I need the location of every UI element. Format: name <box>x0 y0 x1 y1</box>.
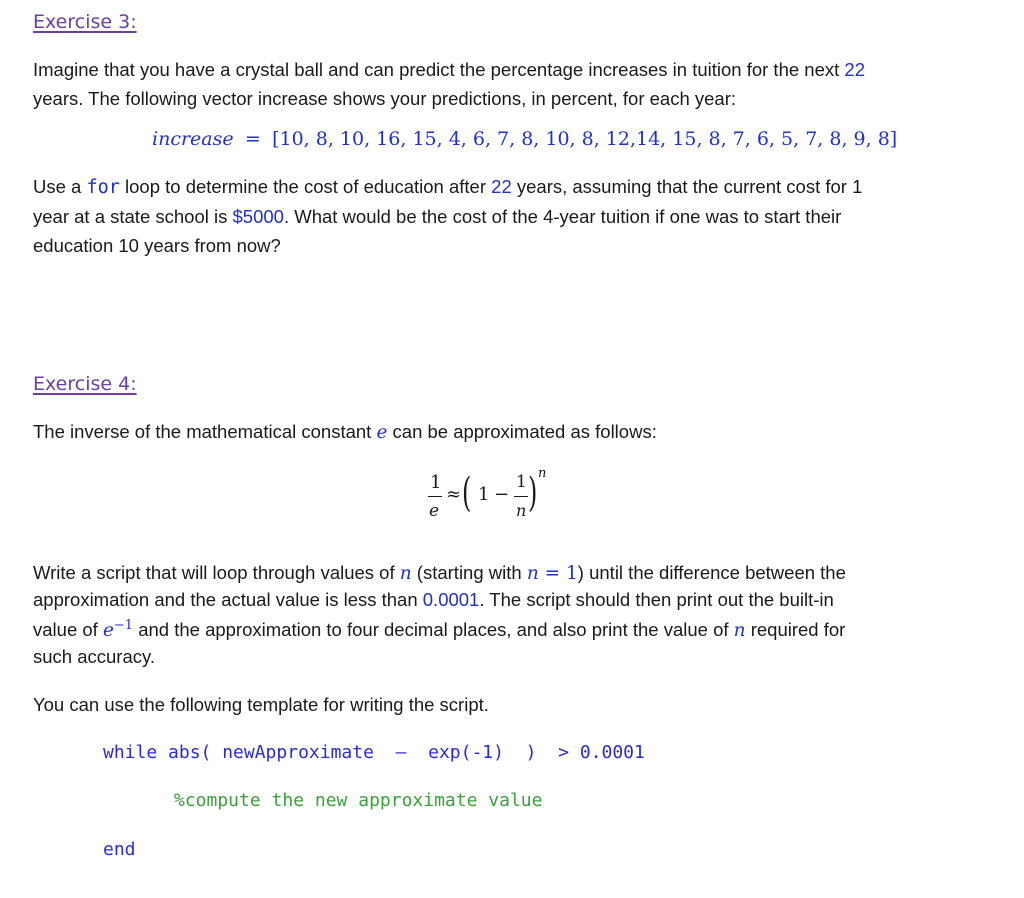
task-text: such accuracy. <box>33 646 156 668</box>
formula-frac-numerator: 1 <box>430 472 442 493</box>
formula-frac-denominator: e <box>429 501 440 521</box>
increase-vector-equation <box>152 128 897 151</box>
tolerance-value: 0.0001 <box>422 589 480 610</box>
code-comment-line: %compute the new approximate value <box>174 790 543 811</box>
formula-left-paren: ( <box>462 470 472 516</box>
code-end-line: end <box>103 839 136 860</box>
task-text: (starting with <box>411 562 527 583</box>
task-text: value of <box>33 619 103 641</box>
intro-text: The inverse of the mathematical constant <box>33 421 377 442</box>
formula-inner-denominator: n <box>516 501 527 520</box>
exercise-3-task <box>33 172 953 260</box>
years-number: 22 <box>491 176 512 197</box>
template-intro: You can use the following template for writing the script. <box>33 694 489 715</box>
exercise-4-task <box>33 560 953 670</box>
task-text: Use a <box>33 176 87 197</box>
formula-frac-bar <box>428 496 442 497</box>
n-start-value: = 1 <box>538 563 578 584</box>
intro-text: Imagine that you have a crystal ball and can predict the percentage increases in tuition for the next <box>33 59 845 80</box>
equation-variable: increase <box>152 128 234 150</box>
task-text: years, assuming that the current cost for 1 <box>511 176 863 197</box>
exponent-minus-one: −1 <box>113 618 134 633</box>
formula-inner-numerator: 1 <box>516 472 527 492</box>
formula-right-paren: ) <box>528 470 538 516</box>
task-text: approximation and the actual value is less than <box>33 589 423 610</box>
exercise-3-heading: Exercise 3: <box>33 11 137 33</box>
years-number: 22 <box>844 59 865 80</box>
exercise-4-heading: Exercise 4: <box>33 373 137 395</box>
task-text: . The script should then print out the built-in <box>479 589 834 610</box>
var-n: n <box>526 563 539 584</box>
task-text: . What would be the cost of the 4-year tuition if one was to start their <box>283 206 842 227</box>
formula-exponent: n <box>538 466 547 481</box>
task-text: Write a script that will loop through values of <box>33 562 400 583</box>
e-inverse-formula <box>420 466 580 530</box>
constant-e: e <box>376 422 388 443</box>
equation-sign: = <box>244 128 261 150</box>
cost-value: $5000 <box>232 206 284 227</box>
intro-text: can be approximated as follows: <box>387 421 657 442</box>
formula-inner-one: 1 <box>478 484 490 505</box>
formula-inner-minus: − <box>494 484 510 505</box>
task-text: required for <box>745 619 846 641</box>
var-n: n <box>733 620 746 642</box>
task-text: education 10 years from now? <box>33 235 281 256</box>
for-keyword: for <box>86 177 120 198</box>
intro-text-line2: years. The following vector increase shows your predictions, in percent, for each year: <box>33 88 736 109</box>
formula-inner-bar <box>514 496 528 497</box>
task-text: and the approximation to four decimal places, and also print the value of <box>133 619 734 641</box>
var-n: n <box>399 563 412 584</box>
formula-approx: ≈ <box>446 484 462 505</box>
constant-e: e <box>102 620 114 642</box>
exercise-3-intro <box>33 55 953 113</box>
code-while-line: while abs( newApproximate – exp(-1) ) > 0.0001 <box>103 742 645 763</box>
task-text: ) until the difference between the <box>577 562 846 583</box>
equation-values: [10, 8, 10, 16, 15, 4, 6, 7, 8, 10, 8, 12,14, 15, 8, 7, 6, 5, 7, 8, 9, 8] <box>272 128 898 150</box>
task-text: loop to determine the cost of education after <box>119 176 492 197</box>
exercise-4-intro <box>33 417 953 447</box>
task-text: year at a state school is <box>33 206 233 227</box>
